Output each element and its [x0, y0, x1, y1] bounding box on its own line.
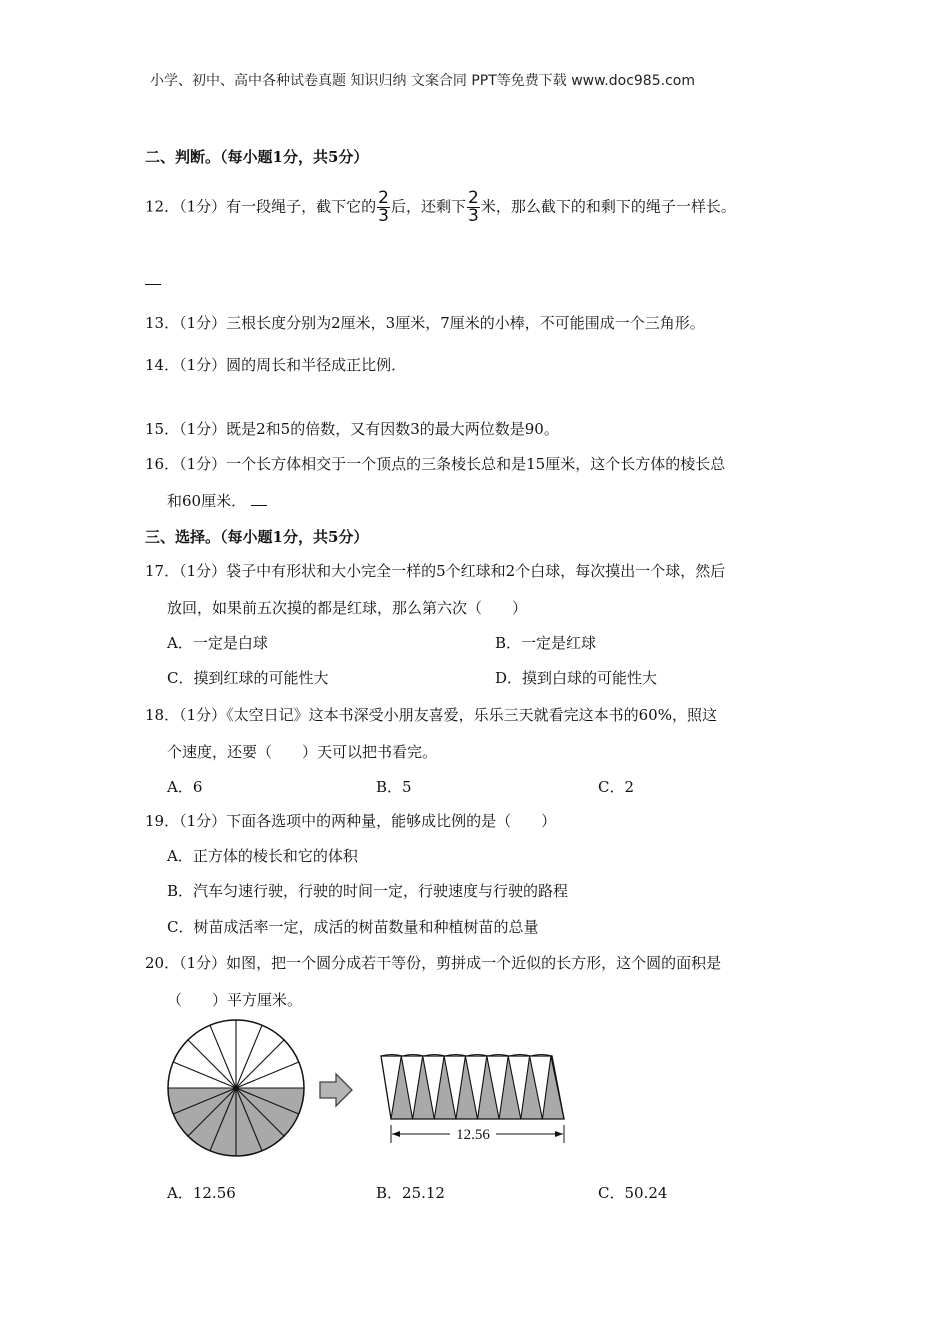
rectangle-sector: [478, 1056, 500, 1119]
q20-option-c[interactable]: C．50.24: [598, 1184, 668, 1202]
q12-text-pre: 12．（1分）有一段绳子，截下它的: [145, 197, 377, 216]
approximate-rectangle: [381, 1055, 564, 1120]
section-3-title: 三、选择。（每小题1分，共5分）: [145, 528, 369, 546]
q18-option-a[interactable]: A．6: [167, 778, 203, 796]
q16-text: 和60厘米．: [167, 492, 247, 510]
q16-answer-blank[interactable]: [251, 493, 267, 506]
dimension-label: 12.56: [456, 1127, 490, 1143]
q20-option-b[interactable]: B．25.12: [376, 1184, 445, 1202]
q17-option-a[interactable]: A．一定是白球: [167, 634, 268, 652]
q18-option-c[interactable]: C．2: [598, 778, 635, 796]
rectangle-sector: [391, 1056, 413, 1119]
q12-fraction-2: [467, 190, 480, 225]
circle-spoke: [188, 1040, 236, 1088]
q19-option-a[interactable]: A．正方体的棱长和它的体积: [167, 847, 358, 865]
rectangle-sector: [521, 1056, 543, 1119]
question-18-line2: 个速度，还要（ ）天可以把书看完。: [167, 743, 438, 761]
question-20-line1: 20．（1分）如图，把一个圆分成若干等份，剪拼成一个近似的长方形，这个圆的面积是: [145, 954, 722, 972]
rectangle-sector: [413, 1056, 435, 1119]
section-2-title: 二、判断。（每小题1分，共5分）: [145, 148, 369, 166]
q20-option-a[interactable]: A．12.56: [167, 1184, 236, 1202]
q12-fraction-1: [377, 190, 390, 225]
q19-option-b[interactable]: B．汽车匀速行驶，行驶的时间一定，行驶速度与行驶的路程: [167, 882, 569, 900]
fraction-denominator: 3: [467, 206, 479, 226]
q12-answer-blank[interactable]: [145, 284, 161, 285]
arrow-icon: [320, 1074, 352, 1106]
question-12: [145, 190, 736, 225]
question-13: 13．（1分）三根长度分别为2厘米，3厘米，7厘米的小棒，不可能围成一个三角形。: [145, 314, 705, 332]
dimension-line: [391, 1125, 564, 1143]
q12-text-post: 米，那么截下的和剩下的绳子一样长。: [480, 197, 736, 216]
question-16-line2: [167, 490, 267, 511]
fraction-denominator: 3: [378, 206, 389, 226]
circle-spoke: [236, 1040, 284, 1088]
q17-option-c[interactable]: C．摸到红球的可能性大: [167, 669, 329, 687]
q12-text-mid: 后，还剩下: [390, 197, 466, 216]
question-19-line1: 19．（1分）下面各选项中的两种量，能够成比例的是（ ）: [145, 812, 557, 830]
q18-option-b[interactable]: B．5: [376, 778, 412, 796]
question-17-line1: 17．（1分）袋子中有形状和大小完全一样的5个红球和2个白球，每次摸出一个球，然后: [145, 562, 726, 580]
circle-spokes: [168, 1020, 304, 1156]
page-header: 小学、初中、高中各种试卷真题 知识归纳 文案合同 PPT等免费下载 www.doc985.com: [150, 73, 695, 89]
rectangle-sector: [456, 1056, 478, 1119]
question-20-line2: （ ）平方厘米。: [167, 991, 303, 1009]
question-17-line2: 放回，如果前五次摸的都是红球，那么第六次（ ）: [167, 599, 528, 617]
question-14: 14．（1分）圆的周长和半径成正比例．: [145, 356, 407, 374]
q19-option-c[interactable]: C．树苗成活率一定，成活的树苗数量和种植树苗的总量: [167, 918, 539, 936]
divided-circle: [168, 1020, 304, 1156]
q17-option-b[interactable]: B．一定是红球: [495, 634, 597, 652]
q17-option-d[interactable]: D．摸到白球的可能性大: [495, 669, 658, 687]
question-15: 15．（1分）既是2和5的倍数，又有因数3的最大两位数是90。: [145, 420, 559, 438]
rectangle-shaded-sectors: [391, 1056, 564, 1119]
question-18-line1: 18．（1分）《太空日记》这本书深受小朋友喜爱，乐乐三天就看完这本书的60%，照这: [145, 706, 717, 724]
rectangle-sector: [499, 1056, 521, 1119]
rectangle-sector: [434, 1056, 456, 1119]
fraction-numerator: 2: [467, 188, 479, 208]
circle-to-rectangle-figure: [160, 1015, 580, 1165]
question-16-line1: 16．（1分）一个长方体相交于一个顶点的三条棱长总和是15厘米，这个长方体的棱长总: [145, 455, 726, 473]
fraction-numerator: 2: [378, 188, 389, 208]
